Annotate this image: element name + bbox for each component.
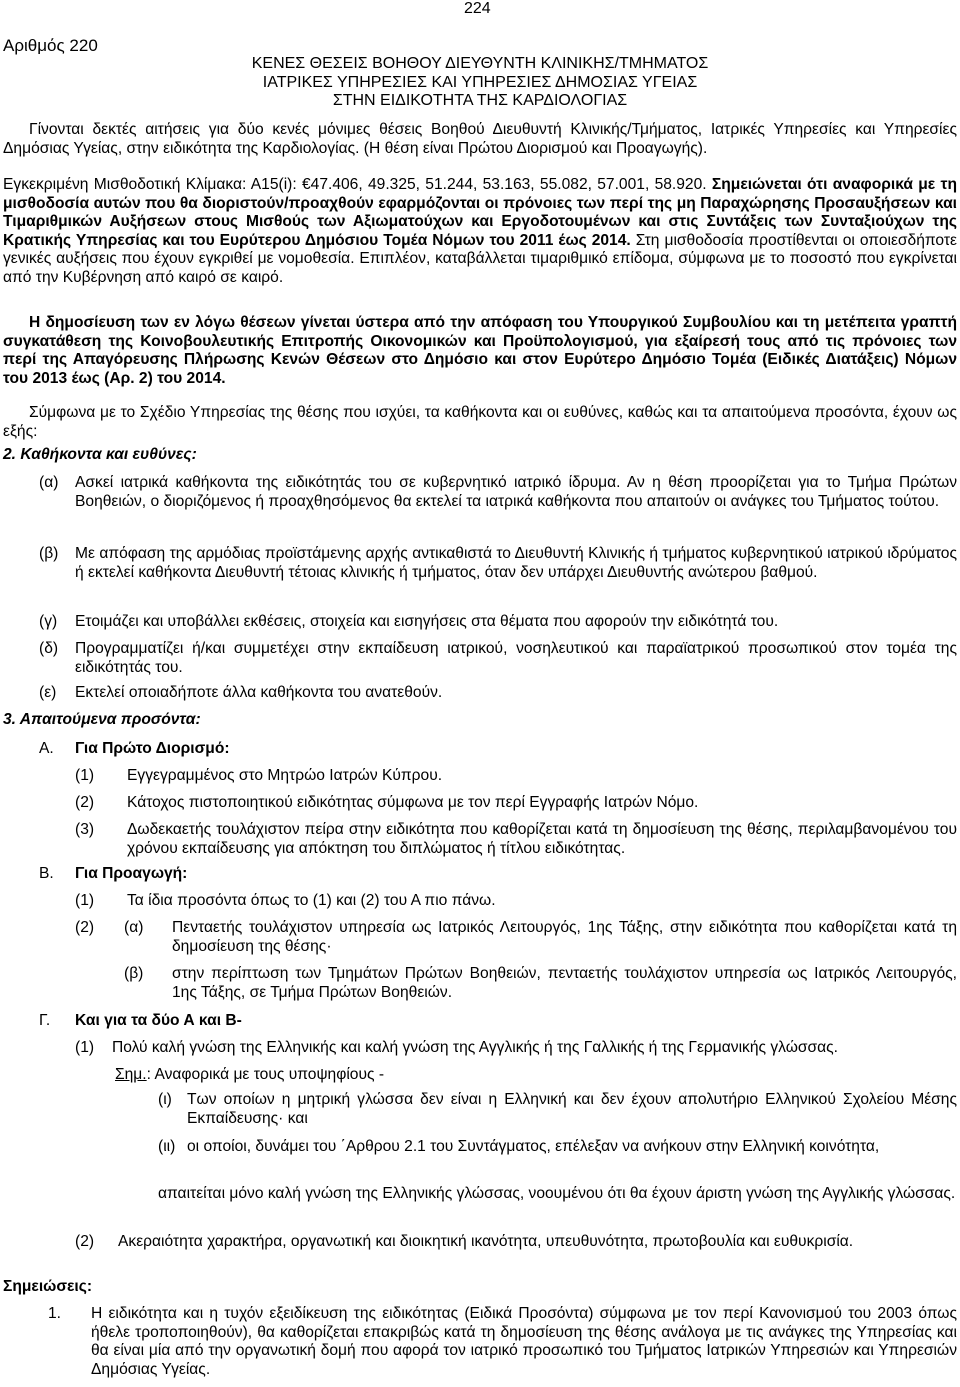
section-2-title: 2. Καθήκοντα και ευθύνες: (3, 446, 197, 463)
section-3-title: 3. Απαιτούμενα προσόντα: (3, 711, 201, 728)
page-number: 224 (464, 0, 491, 17)
sub-item-label: (α) (124, 919, 144, 936)
qualification-label: (2) (75, 919, 95, 936)
notes-title: Σημειώσεις: (3, 1278, 93, 1295)
qualification-group-title: Και για τα δύο Α και Β- (75, 1012, 242, 1029)
qualification-item: Δωδεκαετής τουλάχιστον πείρα στην ειδικότητα που καθορίζεται κατά τη δημοσίευση της θέσης, περιλαμβανομένου του χρόνου εκπαίδευσης για απόκτηση του διπλώματος ή τίτλου ειδικότητας. (127, 821, 957, 857)
salary-scale-text: Εγκεκριμένη Μισθοδοτική Κλίμακα: Α15(i): €47.406, 49.325, 51.244, 53.163, 55.082, 57.001, 58.920. (3, 176, 712, 193)
qualification-label: (3) (75, 821, 95, 838)
duty-item: Ετοιμάζει και υποβάλλει εκθέσεις, στοιχεία και εισηγήσεις στα θέματα που αφορούν την ειδικότητά του. (75, 613, 779, 630)
heading-line: ΣΤΗΝ ΕΙΔΙΚΟΤΗΤΑ ΤΗΣ ΚΑΡΔΙΟΛΟΓΙΑΣ (332, 92, 628, 110)
announcement-heading (0, 55, 960, 111)
duty-label: (δ) (39, 640, 59, 657)
note-label: Σημ. (115, 1066, 147, 1083)
duty-label: (ε) (39, 684, 57, 701)
duty-item: Εκτελεί οποιαδήποτε άλλα καθήκοντα του ανατεθούν. (75, 684, 443, 701)
note-text: : Αναφορικά με τους υποψηφίους - (146, 1066, 385, 1083)
duty-label: (β) (39, 545, 59, 562)
qualification-item: Κάτοχος πιστοποιητικού ειδικότητας σύμφωνα με τον περί Εγγραφής Ιατρών Νόμο. (127, 794, 699, 811)
duties-intro-paragraph: Σύμφωνα με το Σχέδιο Υπηρεσίας της θέσης που ισχύει, τα καθήκοντα και οι ευθύνες, καθώς και τα απαιτούμενα προσόντα, έχουν ως εξής: (3, 404, 957, 440)
qualification-item: Πολύ καλή γνώση της Ελληνικής και καλή γνώση της Αγγλικής ή της Γαλλικής ή της Γερμανικής γλώσσας. (112, 1039, 838, 1056)
intro-paragraph: Γίνονται δεκτές αιτήσεις για δύο κενές μόνιμες θέσεις Βοηθού Διευθυντή Κλινικής/Τμήματος, Ιατρικές Υπηρεσίες και Υπηρεσίες Δημόσιας Υγείας, στην ειδικότητα της Καρδιολογίας. (Η θέση είναι Πρώτου Διορισμού και Προαγωγής). (3, 121, 957, 157)
qualification-label: (2) (75, 794, 95, 811)
salary-paragraph (3, 176, 957, 288)
duty-item: Με απόφαση της αρμόδιας προϊστάμενης αρχής αντικαθιστά το Διευθυντή Κλινικής ή τμήματος κυβερνητικού ιατρικού ιδρύματος ή εκτελεί καθήκοντα Διευθυντή τέτοιας κλινικής ή τμήματος, όταν δεν υπάρχει Διευθυντής ανώτερου βαθμού. (75, 545, 957, 581)
salary-note-tail: Στη μισθοδοσία προστίθενται οι οποιεσδήποτε γενικές αυξήσεις που έχουν εγκριθεί με νομοθεσία. Επιπλέον, καταβάλλεται τιμαριθμικό επίδομα, σύμφωνα με το ποσοστό που εγκρίνεται από την Κυβέρνηση από καιρό σε καιρό. (3, 231, 957, 286)
note-item: Η ειδικότητα και η τυχόν εξειδίκευση της ειδικότητας (Ειδικά Προσόντα) σύμφωνα με τον περί Κανονισμού του 2003 όπως ήθελε τροποποιηθούν), θα καθορίζεται επακριβώς κατά τη δημοσίευση της θέσης ανάλογα με τις ανάγκες της Υπηρεσίας και θα είναι μία από την οργανωτική δομή που αφορά τον ιατρικό προσωπικό του Τμήματος Ιατρικών Υπηρεσιών και Υπηρεσιών Δημόσιας Υγείας. (91, 1305, 957, 1378)
publication-paragraph: Η δημοσίευση των εν λόγω θέσεων γίνεται ύστερα από την απόφαση του Υπουργικού Συμβουλίου και τη μετέπειτα γραπτή συγκατάθεση της Κοινοβουλευτικής Επιτροπής Οικονομικών και Προϋπολογισμού, για εξαίρεσή τους από τις πρόνοιες των περί της Απαγόρευσης Πλήρωσης Κενών Θέσεων στο Δημόσιο και στον Ευρύτερο Δημόσιο Τομέα (Ειδικές Διατάξεις) Νόμων του 2013 έως (Αρ. 2) του 2014. (3, 314, 957, 387)
qualification-group-label: Α. (39, 740, 54, 757)
qualification-item: Τα ίδια προσόντα όπως το (1) και (2) του Α πιο πάνω. (127, 892, 496, 909)
duty-label: (γ) (39, 613, 58, 630)
qualification-group-label: Γ. (39, 1012, 51, 1029)
qualification-label: (1) (75, 767, 95, 784)
heading-line: ΚΕΝΕΣ ΘΕΣΕΙΣ ΒΟΗΘΟΥ ΔΙΕΥΘΥΝΤΗ ΚΛΙΝΙΚΗΣ/ΤΜΗΜΑΤΟΣ (251, 55, 709, 72)
sub-item: οι οποίοι, δυνάμει του ΄Αρθρου 2.1 του Συντάγματος, επέλεξαν να ανήκουν στην Ελληνική κοινότητα, (187, 1138, 880, 1155)
qualification-item: Εγγεγραμμένος στο Μητρώο Ιατρών Κύπρου. (127, 767, 443, 784)
language-note-tail: απαιτείται μόνο καλή γνώση της Ελληνικής γλώσσας, νοουμένου ότι θα έχουν άριστη γνώση της Αγγλικής γλώσσας. (158, 1185, 956, 1202)
heading-line: ΙΑΤΡΙΚΕΣ ΥΠΗΡΕΣΙΕΣ ΚΑΙ ΥΠΗΡΕΣΙΕΣ ΔΗΜΟΣΙΑΣ ΥΓΕΙΑΣ (262, 73, 698, 91)
qualification-label: (1) (75, 1039, 95, 1056)
duty-item: Προγραμματίζει ή/και συμμετέχει στην εκπαίδευση ιατρικού, νοσηλευτικού και παραϊατρικού προσωπικού στον τομέα της ειδικότητάς του. (75, 640, 957, 676)
sub-item: στην περίπτωση των Τμημάτων Πρώτων Βοηθειών, πενταετής τουλάχιστον υπηρεσία ως Ιατρικός Λειτουργός, 1ης Τάξης, σε Τμήμα Πρώτων Βοηθειών. (172, 965, 957, 1001)
salary-note-bold: Σημειώνεται ότι αναφορικά με τη μισθοδοσία αυτών που θα διοριστούν/προαχθούν εφαρμόζονται οι πρόνοιες των περί της μη Παραχώρησης Προσαυξήσεων και Τιμαριθμικών Αυξήσεων στους Μισθούς των Αξιωματούχων και Εργοδοτουμένων και στις Συντάξεις των Συνταξιούχων της Κρατικής Υπηρεσίας και του Ευρύτερου Δημόσιου Τομέα Νόμων του 2011 έως 2014. (3, 176, 957, 249)
duty-label: (α) (39, 474, 59, 491)
qualification-group-title: Για Πρώτο Διορισμό: (75, 740, 230, 757)
qualification-item: Ακεραιότητα χαρακτήρα, οργανωτική και διοικητική ικανότητα, υπευθυνότητα, πρωτοβουλία και ευθυκρισία. (118, 1233, 854, 1250)
qualification-label: (2) (75, 1233, 95, 1250)
sub-item-label: (β) (124, 965, 144, 982)
announcement-number: Αριθμός 220 (3, 36, 98, 55)
sub-item: Των οποίων η μητρική γλώσσα δεν είναι η Ελληνική και δεν έχουν απολυτήριο Ελληνικού Σχολείου Μέσης Εκπαίδευσης· και (187, 1091, 957, 1127)
language-note (115, 1066, 384, 1085)
sub-item-label: (ιι) (158, 1138, 176, 1155)
duty-item: Ασκεί ιατρικά καθήκοντα της ειδικότητάς του σε κυβερνητικό ιατρικό ίδρυμα. Αν η θέση προορίζεται για το Τμήμα Πρώτων Βοηθειών, ο διοριζόμενος ή προαχθησόμενος θα εκτελεί τα ιατρικά καθήκοντα που απαιτούν οι ανάγκες του Τμήματος τούτου. (75, 474, 957, 510)
sub-item-label: (ι) (158, 1091, 172, 1108)
note-number: 1. (48, 1305, 62, 1322)
qualification-group-label: Β. (39, 865, 54, 882)
sub-item: Πενταετής τουλάχιστον υπηρεσία ως Ιατρικός Λειτουργός, 1ης Τάξης, στην ειδικότητα που καθορίζεται κατά τη δημοσίευση της θέσης· (172, 919, 957, 955)
qualification-group-title: Για Προαγωγή: (75, 865, 188, 882)
qualification-label: (1) (75, 892, 95, 909)
